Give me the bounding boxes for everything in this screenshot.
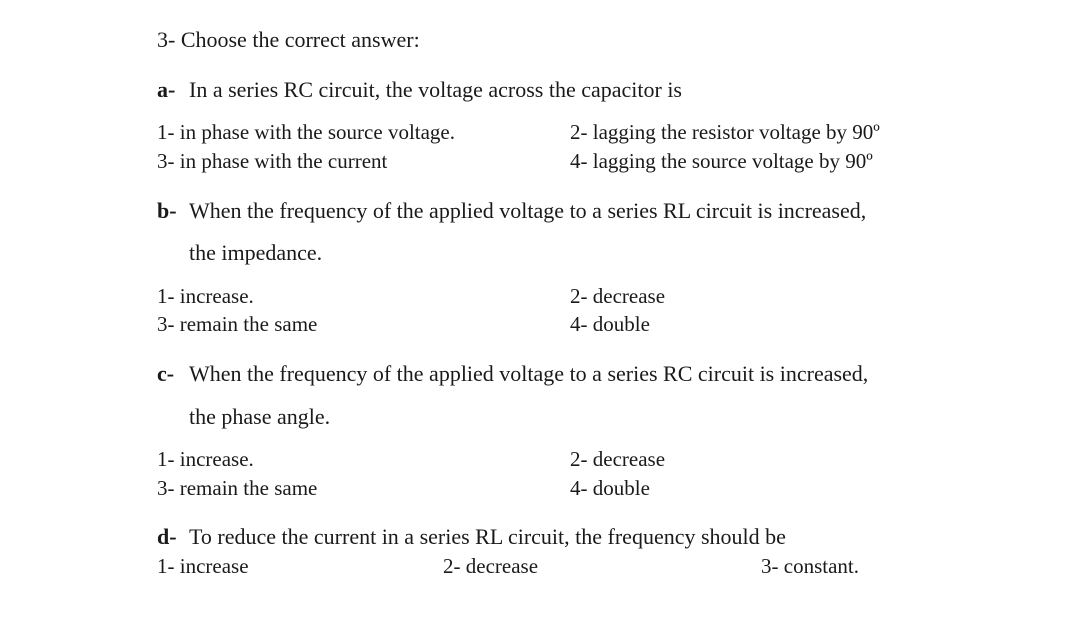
answer-option-2: 2- lagging the resistor voltage by 90º [570, 120, 880, 144]
answer-option-2: 2- decrease [443, 554, 539, 578]
question-stem-continued: the phase angle. [189, 404, 331, 429]
question-stem: To reduce the current in a series RL circuit, the frequency should be [189, 524, 786, 549]
answer-option-4: 4- double [570, 312, 650, 336]
question-stem-continued: the impedance. [189, 240, 323, 265]
question-letter: d- [157, 524, 177, 549]
question-letter: b- [157, 198, 177, 223]
question-stem: When the frequency of the applied voltage to a series RL circuit is increased, [189, 198, 867, 223]
answer-option-4: 4- double [570, 476, 650, 500]
answer-option-4: 4- lagging the source voltage by 90º [570, 149, 873, 173]
answer-option-3: 3- remain the same [157, 312, 318, 336]
answer-option-3: 3- constant. [761, 554, 859, 578]
question-stem: In a series RC circuit, the voltage across the capacitor is [189, 77, 682, 102]
answer-option-2: 2- decrease [570, 284, 666, 308]
answer-option-3: 3- remain the same [157, 476, 318, 500]
answer-option-3: 3- in phase with the current [157, 149, 388, 173]
question-letter: a- [157, 77, 176, 102]
answer-option-1: 1- increase [157, 554, 249, 578]
section-heading: 3- Choose the correct answer: [157, 27, 420, 52]
question-stem: When the frequency of the applied voltage to a series RC circuit is increased, [189, 361, 869, 386]
answer-option-1: 1- increase. [157, 284, 254, 308]
answer-option-1: 1- increase. [157, 447, 254, 471]
answer-option-2: 2- decrease [570, 447, 666, 471]
question-letter: c- [157, 361, 175, 386]
answer-option-1: 1- in phase with the source voltage. [157, 120, 455, 144]
